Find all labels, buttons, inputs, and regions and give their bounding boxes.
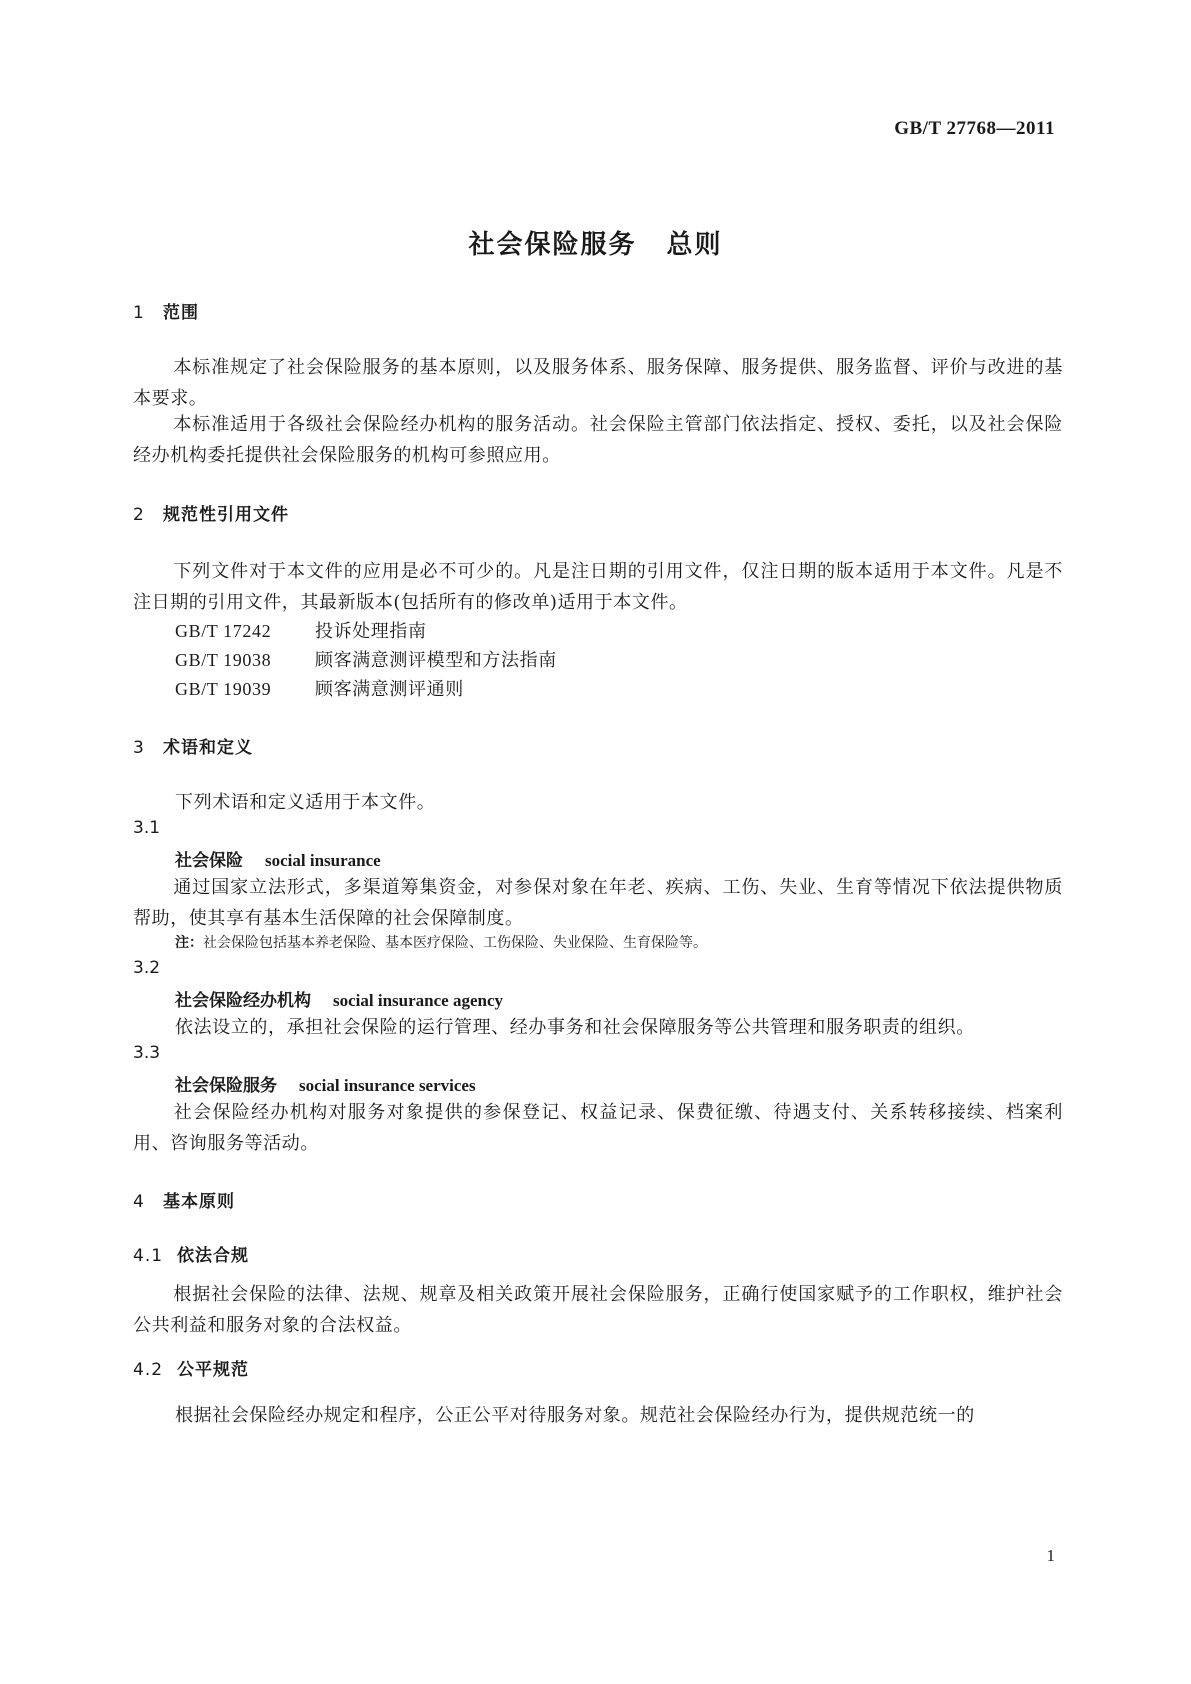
title-part2: 总则 (666, 230, 723, 260)
definition-3-2-number: 3.2 (133, 958, 161, 978)
definition-3-1-number: 3.1 (133, 818, 161, 838)
definition-3-3-text: 社会保险经办机构对服务对象提供的参保登记、权益记录、保费征缴、待遇支付、关系转移接续、档案利用、咨询服务等活动。 (133, 1102, 1063, 1154)
section-3-heading: 3 术语和定义 (133, 738, 253, 758)
reference-item: GB/T 19038 顾客满意测评模型和方法指南 (175, 650, 557, 671)
title-part1: 社会保险服务 (468, 230, 637, 260)
section-1-heading: 1 范围 (133, 303, 199, 323)
section-3-intro: 下列术语和定义适用于本文件。 (175, 792, 436, 813)
section-4-heading: 4 基本原则 (133, 1192, 235, 1212)
definition-3-1-term: 社会保险 social insurance (175, 851, 381, 871)
reference-item: GB/T 19039 顾客满意测评通则 (175, 679, 464, 700)
standard-number: GB/T 27768—2011 (894, 118, 1055, 139)
definition-3-2-text: 依法设立的，承担社会保险的运行管理、经办事务和社会保障服务等公共管理和服务职责的组织。 (175, 1017, 975, 1038)
section-2-heading: 2 规范性引用文件 (133, 505, 289, 525)
definition-3-2-term: 社会保险经办机构 social insurance agency (175, 991, 503, 1011)
section-4-1-paragraph: 根据社会保险的法律、法规、规章及相关政策开展社会保险服务，正确行使国家赋予的工作职权，维护社会公共利益和服务对象的合法权益。 (133, 1284, 1063, 1336)
section-4-1-heading: 4.1 依法合规 (133, 1246, 249, 1266)
section-4-2-heading: 4.2 公平规范 (133, 1360, 249, 1380)
definition-3-1-text: 通过国家立法形式，多渠道筹集资金，对参保对象在年老、疾病、工伤、失业、生育等情况下依法提供物质帮助，使其享有基本生活保障的社会保障制度。 (133, 877, 1063, 929)
definition-3-1-note: 注：社会保险包括基本养老保险、基本医疗保险、工伤保险、失业保险、生育保险等。 (175, 935, 707, 951)
section-1-paragraph-1: 本标准规定了社会保险服务的基本原则，以及服务体系、服务保障、服务提供、服务监督、评价与改进的基本要求。 (133, 357, 1063, 409)
definition-3-3-number: 3.3 (133, 1043, 161, 1063)
section-1-paragraph-2: 本标准适用于各级社会保险经办机构的服务活动。社会保险主管部门依法指定、授权、委托，以及社会保险经办机构委托提供社会保险服务的机构可参照应用。 (133, 414, 1063, 466)
reference-item: GB/T 17242 投诉处理指南 (175, 621, 427, 642)
section-4-2-paragraph: 根据社会保险经办规定和程序，公正公平对待服务对象。规范社会保险经办行为，提供规范统一的 (175, 1405, 975, 1426)
document-title (0, 224, 1191, 261)
page-number: 1 (1046, 1546, 1055, 1565)
definition-3-3-term: 社会保险服务 social insurance services (175, 1076, 476, 1096)
section-2-paragraph: 下列文件对于本文件的应用是必不可少的。凡是注日期的引用文件，仅注日期的版本适用于本文件。凡是不注日期的引用文件，其最新版本(包括所有的修改单)适用于本文件。 (133, 561, 1063, 613)
